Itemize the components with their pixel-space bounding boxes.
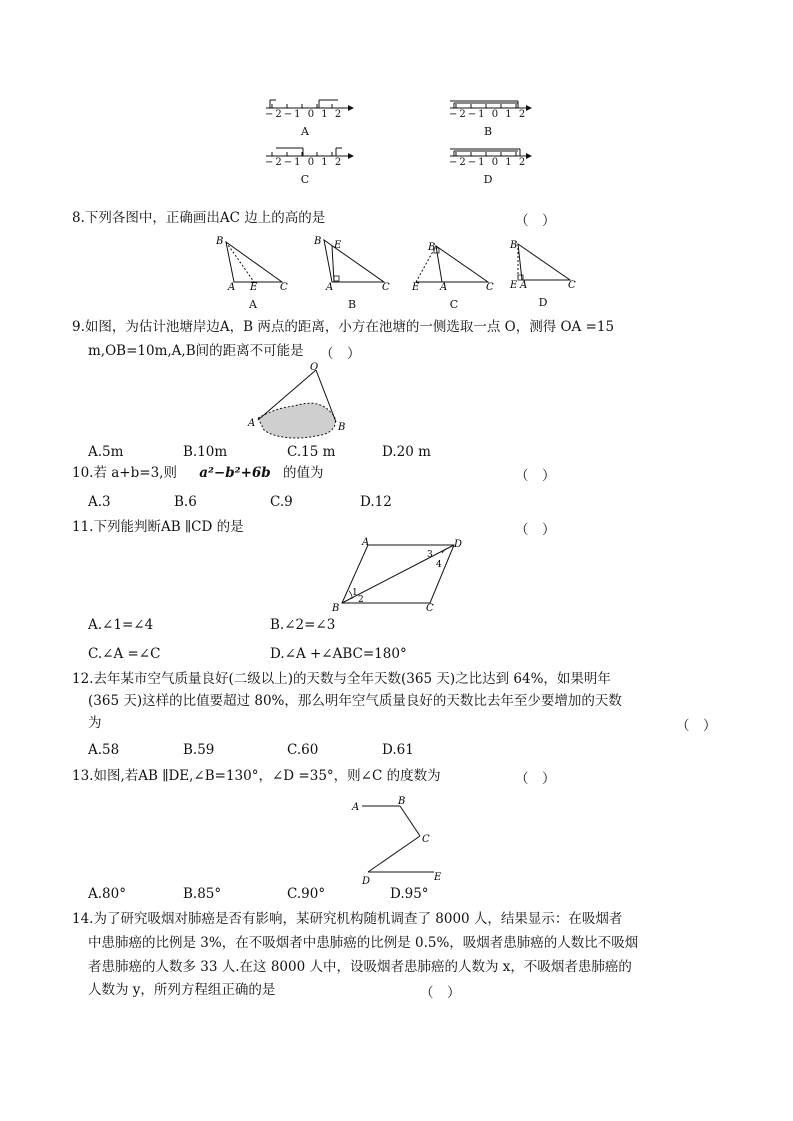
point-label: C (426, 603, 434, 614)
option-a: A.5m (88, 444, 124, 460)
point-label: B (428, 242, 436, 253)
q8-figure-a (214, 236, 294, 292)
point-label: A (248, 418, 256, 429)
point-label: B (338, 422, 346, 433)
answer-paren: （ ） (515, 771, 556, 787)
point-label: C (486, 282, 494, 293)
option-d: D.61 (382, 742, 414, 758)
point-label: E (250, 282, 258, 293)
q11-text: 11.下列能判断AB ∥CD 的是 (72, 519, 244, 535)
tick-label: −1 (283, 157, 303, 168)
q8-figure-b (312, 236, 392, 292)
tick-label: 2 (334, 157, 344, 168)
option-c: C.60 (287, 742, 319, 758)
answer-paren: （ ） (515, 522, 556, 538)
point-label: A (326, 282, 334, 293)
figure-label: C (300, 173, 310, 186)
tick-label: 0 (307, 157, 317, 168)
answer-paren: （ ） (676, 718, 717, 734)
q9-pond-figure (246, 360, 356, 440)
tick-label: −1 (467, 157, 487, 168)
tick-label: 2 (518, 157, 528, 168)
q10-prefix: 10.若 a+b=3,则 (72, 465, 177, 481)
option-d: D.∠A +∠ABC=180° (270, 646, 407, 662)
tick-label: −2 (265, 109, 284, 120)
option-c: C.90° (287, 886, 326, 902)
point-label: E (510, 280, 518, 291)
q12-line-3: 为 (88, 715, 102, 731)
figure-label: B (347, 298, 357, 311)
q8-text: 8.下列各图中，正确画出AC 边上的高的是 (72, 210, 326, 226)
tick-label: −1 (283, 109, 303, 120)
option-b: B.59 (183, 742, 215, 758)
tick-label: 0 (307, 109, 317, 120)
answer-paren: （ ） (320, 346, 361, 362)
q12-line-2: (365 天)这样的比值要超过 80%，那么明年空气质量良好的天数比去年至少要增加的天数 (88, 693, 622, 709)
point-label: A (362, 537, 370, 548)
option-c: C.∠A =∠C (88, 646, 161, 662)
tick-label: 0 (491, 109, 501, 120)
point-label: D (454, 539, 463, 550)
figure-label: A (301, 125, 309, 138)
q14-line-1: 14.为了研究吸烟对肺癌是否有影响，某研究机构随机调查了 8000 人，结果显示：在吸烟者 (72, 911, 623, 927)
angle-label: 2 (358, 595, 364, 605)
point-label: A (520, 280, 528, 291)
q14-line-4: 人数为 y，所列方程组正确的是 (88, 982, 276, 998)
option-a: A.3 (88, 494, 111, 510)
point-label: A (352, 802, 360, 813)
figure-label: D (483, 173, 493, 186)
point-label: C (568, 280, 576, 291)
tick-label: 1 (505, 157, 514, 168)
answer-paren: （ ） (515, 468, 556, 484)
point-label: B (314, 236, 322, 247)
answer-paren: （ ） (515, 213, 556, 229)
q14-line-3: 者患肺癌的人数多 33 人.在这 8000 人中，设吸烟者患肺癌的人数为 x，不吸烟者患肺癌的 (88, 959, 632, 975)
q11-parallelogram-figure (330, 535, 470, 613)
tick-label: −2 (449, 157, 468, 168)
option-a: A.58 (88, 742, 120, 758)
point-label: B (398, 796, 406, 807)
tick-label: 1 (321, 109, 330, 120)
point-label: B (332, 603, 340, 614)
option-b: B.10m (183, 444, 228, 460)
q12-line-1: 12.去年某市空气质量良好(二级以上)的天数与全年天数(365 天)之比达到 64%，如果明年 (72, 671, 611, 687)
point-label: B (216, 236, 224, 247)
option-c: C.9 (270, 494, 293, 510)
option-d: D.12 (360, 494, 392, 510)
point-label: O (310, 362, 319, 373)
q8-figure-c (410, 238, 502, 292)
figure-label: D (538, 296, 548, 309)
q8-figure-d (508, 238, 584, 292)
point-label: A (440, 282, 448, 293)
point-label: B (510, 240, 518, 251)
q10-text (72, 461, 324, 485)
tick-label: 2 (518, 109, 528, 120)
point-label: C (280, 282, 288, 293)
tick-label: −2 (449, 109, 468, 120)
answer-paren: （ ） (420, 985, 461, 1001)
option-a: A.∠1=∠4 (88, 617, 154, 633)
tick-label: 2 (334, 109, 344, 120)
tick-label: 1 (505, 109, 514, 120)
option-d: D.95° (390, 886, 429, 902)
point-label: D (362, 876, 371, 887)
q13-text: 13.如图,若AB ∥DE,∠B=130°，∠D =35°，则∠C 的度数为 (72, 768, 441, 784)
figure-label: A (249, 298, 257, 311)
angle-label: 1 (352, 588, 358, 598)
option-d: D.20 m (382, 444, 431, 460)
q10-suffix: 的值为 (283, 465, 324, 481)
point-label: E (334, 240, 342, 251)
figure-label: C (449, 298, 459, 311)
option-c: C.15 m (287, 444, 336, 460)
option-b: B.6 (174, 494, 197, 510)
tick-label: −1 (467, 109, 487, 120)
q9-line-2: m,OB=10m,A,B间的距离不可能是 (88, 343, 304, 359)
angle-label: 3 (427, 550, 433, 560)
tick-label: 1 (321, 157, 330, 168)
tick-label: −2 (265, 157, 284, 168)
q9-line-1: 9.如图，为估计池塘岸边A，B 两点的距离，小方在池塘的一侧选取一点 O，测得 OA =15 (72, 319, 615, 335)
point-label: E (412, 282, 420, 293)
q10-expression: a²−b²+6b (199, 465, 271, 481)
option-b: B.85° (183, 886, 222, 902)
figure-label: B (483, 125, 493, 138)
option-b: B.∠2=∠3 (270, 617, 336, 633)
q13-parallel-lines-figure (348, 796, 448, 888)
tick-label: 0 (491, 157, 501, 168)
angle-label: 4 (436, 560, 442, 570)
point-label: E (434, 872, 442, 883)
q14-line-2: 中患肺癌的比例是 3%，在不吸烟者中患肺癌的比例是 0.5%，吸烟者患肺癌的人数比不吸烟 (88, 935, 639, 951)
option-a: A.80° (88, 886, 126, 902)
point-label: C (382, 282, 390, 293)
point-label: A (228, 282, 236, 293)
point-label: C (422, 834, 430, 845)
